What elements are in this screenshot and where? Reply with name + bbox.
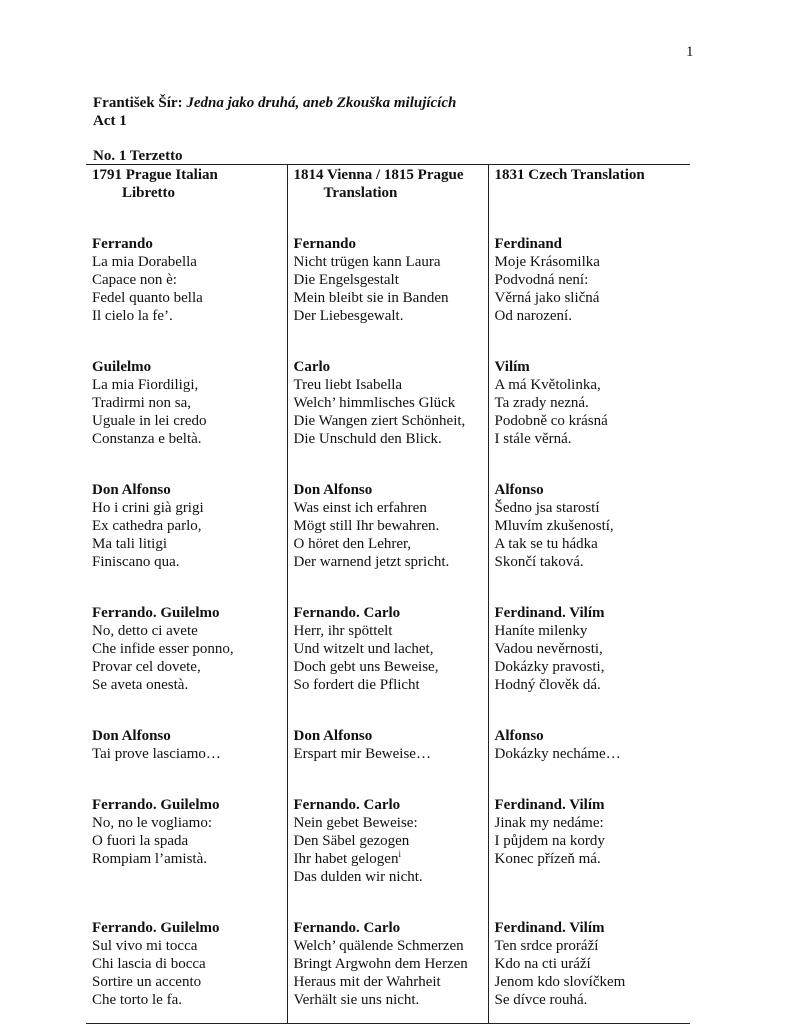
verse-line: Jinak my nedáme: [494, 815, 604, 831]
verse-line: Verhält sie uns nicht. [293, 992, 420, 1008]
number-title: No. 1 Terzetto [93, 148, 183, 164]
verse-line: Jenom kdo slovíčkem [494, 974, 626, 990]
verse-row [86, 585, 690, 708]
speaker-name: Ferdinand. Vilím [494, 797, 605, 813]
verse-line: Sortire un accento [92, 974, 202, 990]
column-header-czech: 1831 Czech Translation [488, 165, 690, 217]
verse-line: Se aveta onestà. [92, 677, 189, 693]
speaker-name: Fernando. Carlo [293, 797, 401, 813]
verse-line: Und witzelt und lachet, [293, 641, 434, 657]
verse-cell-italian [86, 339, 287, 462]
verse-line: Šedno jsa starostí [494, 500, 600, 516]
speaker-name: Guilelmo [92, 359, 152, 375]
verse-line: I stále věrná. [494, 431, 572, 447]
verse-row [86, 216, 690, 339]
verse-cell-german [287, 585, 488, 708]
verse-line: Bringt Argwohn dem Herzen [293, 956, 468, 972]
verse-line: Die Wangen ziert Schönheit, [293, 413, 466, 429]
verse-line: Herr, ihr spöttelt [293, 623, 393, 639]
verse-line: Dokázky necháme… [494, 746, 621, 762]
verse-line: Che torto le fa. [92, 992, 182, 1008]
verse-cell-czech [488, 339, 690, 462]
verse-cell-czech [488, 900, 690, 1024]
verse-line: Podvodná není: [494, 272, 589, 288]
verse-cell-czech [488, 708, 690, 777]
verse-line: O fuori la spada [92, 833, 189, 849]
column-header-german: 1814 Vienna / 1815 Prague Translation [287, 165, 488, 217]
verse-cell-italian [86, 462, 287, 585]
verse-line: Den Säbel gezogen [293, 833, 410, 849]
verse-line: Nein gebet Beweise: [293, 815, 418, 831]
verse-line: Ta zrady nezná. [494, 395, 589, 411]
verse-line: Heraus mit der Wahrheit [293, 974, 441, 990]
verse-line: Se dívce rouhá. [494, 992, 588, 1008]
speaker-name: Don Alfonso [293, 482, 373, 498]
verse-line: Die Engelsgestalt [293, 272, 399, 288]
verse-line: Welch’ himmlisches Glück [293, 395, 456, 411]
verse-line: La mia Dorabella [92, 254, 197, 270]
speaker-name: Ferdinand [494, 236, 563, 252]
verse-line: O höret den Lehrer, [293, 536, 412, 552]
speaker-name: Ferrando. Guilelmo [92, 920, 220, 936]
verse-line: A tak se tu hádka [494, 536, 598, 552]
verse-cell-czech [488, 462, 690, 585]
verse-line: Od narození. [494, 308, 572, 324]
speaker-name: Fernando. Carlo [293, 605, 401, 621]
verse-line: Sul vivo mi tocca [92, 938, 198, 954]
speaker-name: Carlo [293, 359, 331, 375]
page-number: 1 [686, 44, 694, 60]
speaker-name: Don Alfonso [92, 482, 171, 498]
verse-line: Tradirmi non sa, [92, 395, 192, 411]
verse-line: Věrná jako sličná [494, 290, 600, 306]
verse-line: No, no le vogliamo: [92, 815, 212, 831]
speaker-name: Fernando [293, 236, 357, 252]
verse-line: Welch’ quälende Schmerzen [293, 938, 464, 954]
verse-line: Was einst ich erfahren [293, 500, 427, 516]
speaker-name: Vilím [494, 359, 530, 375]
verse-cell-italian [86, 900, 287, 1024]
verse-line: Ten srdce proráží [494, 938, 599, 954]
verse-cell-czech [488, 216, 690, 339]
verse-line: Ho i crini già grigi [92, 500, 204, 516]
verse-line: I půjdem na kordy [494, 833, 605, 849]
act-label: Act 1 [93, 113, 127, 129]
speaker-name: Fernando. Carlo [293, 920, 401, 936]
verse-line: No, detto ci avete [92, 623, 198, 639]
speaker-name: Alfonso [494, 728, 544, 744]
verse-line: Rompiam l’amistà. [92, 851, 207, 867]
verse-line: Ex cathedra parlo, [92, 518, 202, 534]
verse-line: Der warnend jetzt spricht. [293, 554, 450, 570]
verse-line: Haníte milenky [494, 623, 588, 639]
author-name: František Šír: [93, 95, 183, 111]
speaker-name: Ferdinand. Vilím [494, 605, 605, 621]
verse-cell-italian [86, 777, 287, 900]
verse-row [86, 708, 690, 777]
verse-line: Doch gebt uns Beweise, [293, 659, 439, 675]
verse-line: Podobně co krásná [494, 413, 608, 429]
verse-row [86, 339, 690, 462]
speaker-name: Don Alfonso [293, 728, 373, 744]
verse-cell-german [287, 777, 488, 900]
verse-cell-german [287, 462, 488, 585]
work-title: Jedna jako druhá, aneb Zkouška milujících [186, 95, 457, 111]
verse-cell-czech [488, 777, 690, 900]
verse-line: Treu liebt Isabella [293, 377, 403, 393]
verse-line: Uguale in lei credo [92, 413, 207, 429]
verse-line: Der Liebesgewalt. [293, 308, 404, 324]
verse-cell-german [287, 339, 488, 462]
verse-line: Kdo na cti uráží [494, 956, 591, 972]
verse-line: Provar cel dovete, [92, 659, 201, 675]
speaker-name: Ferrando. Guilelmo [92, 797, 220, 813]
verse-cell-czech [488, 585, 690, 708]
speaker-name: Ferrando [92, 236, 153, 252]
verse-line: Skončí taková. [494, 554, 584, 570]
verse-line: Che infide esser ponno, [92, 641, 234, 657]
verse-line: Hodný člověk dá. [494, 677, 601, 693]
speaker-name: Ferrando. Guilelmo [92, 605, 220, 621]
verse-line: Constanza e beltà. [92, 431, 202, 447]
verse-line: Die Unschuld den Blick. [293, 431, 442, 447]
endnote-marker[interactable]: i [398, 849, 401, 859]
column-header-italian: 1791 Prague Italian Libretto [92, 167, 218, 201]
speaker-name: Ferdinand. Vilím [494, 920, 605, 936]
column-header-row [86, 165, 690, 217]
verse-line: Erspart mir Beweise… [293, 746, 431, 762]
verse-cell-german [287, 708, 488, 777]
verse-line: Chi lascia di bocca [92, 956, 206, 972]
verse-cell-italian [86, 216, 287, 339]
verse-line: Dokázky pravosti, [494, 659, 605, 675]
verse-line: Tai prove lasciamo… [92, 746, 221, 762]
verse-cell-german [287, 216, 488, 339]
verse-line: Das dulden wir nicht. [293, 869, 423, 885]
verse-line: Mögt still Ihr bewahren. [293, 518, 440, 534]
speaker-name: Alfonso [494, 482, 544, 498]
verse-line: So fordert die Pflicht [293, 677, 420, 693]
verse-line: Ma tali litigi [92, 536, 167, 552]
verse-line: Fedel quanto bella [92, 290, 203, 306]
verse-line: Finiscano qua. [92, 554, 180, 570]
verse-row [86, 900, 690, 1024]
speaker-name: Don Alfonso [92, 728, 171, 744]
verse-line: Konec přízeň má. [494, 851, 601, 867]
verse-line: Il cielo la fe’. [92, 308, 173, 324]
libretto-table [86, 164, 690, 1024]
verse-line: Ihr habet gelogen$^i$ [293, 849, 401, 867]
verse-cell-italian [86, 585, 287, 708]
verse-line: A má Květolinka, [494, 377, 601, 393]
verse-row [86, 777, 690, 900]
verse-line: La mia Fiordiligi, [92, 377, 199, 393]
document-header [93, 94, 456, 130]
verse-cell-italian [86, 708, 287, 777]
verse-line: Mluvím zkušeností, [494, 518, 614, 534]
verse-line: Moje Krásomilka [494, 254, 600, 270]
verse-line: Vadou nevěrnosti, [494, 641, 603, 657]
verse-cell-german [287, 900, 488, 1024]
verse-line: Capace non è: [92, 272, 177, 288]
verse-line: Nicht trügen kann Laura [293, 254, 441, 270]
verse-line: Mein bleibt sie in Banden [293, 290, 449, 306]
verse-row [86, 462, 690, 585]
